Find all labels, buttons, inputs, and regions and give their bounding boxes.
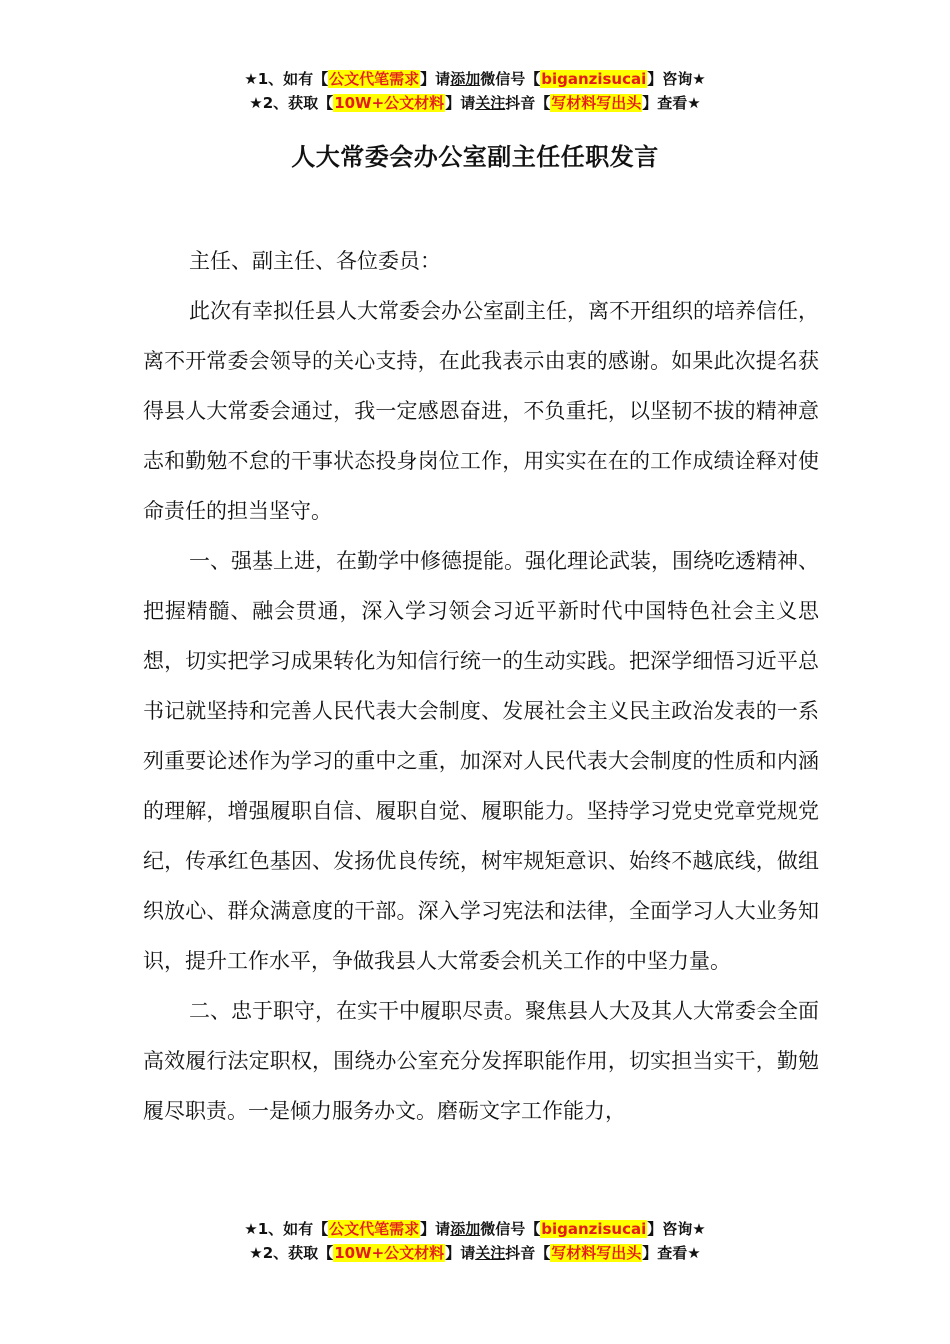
- banner-line-2: [0, 1241, 950, 1265]
- banner-text: 】请: [420, 70, 451, 88]
- banner-text: 抖音【: [505, 94, 551, 112]
- banner-line-2: [0, 91, 950, 115]
- banner-text: 】请: [420, 1220, 451, 1238]
- salutation: 主任、副主任、各位委员：: [189, 249, 441, 273]
- banner-text: ★1、如有【: [244, 1220, 329, 1238]
- underlined-word: 添加: [450, 1220, 481, 1238]
- highlight-wechat-id: biganzisucai: [541, 1220, 647, 1238]
- underlined-word: 关注: [475, 94, 506, 112]
- footer-banner: [0, 1217, 950, 1265]
- paragraph-section-2: 二、忠于职守，在实干中履职尽责。聚焦县人大及其人大常委会全面高效履行法定职权，围绕办公室充分发挥职能作用，切实担当实干，勤勉履尽职责。一是倾力服务办文。磨砺文字工作能力，: [143, 999, 819, 1123]
- banner-text: 】请: [445, 94, 476, 112]
- banner-text: 】查看★: [642, 1244, 701, 1262]
- highlight-douyin-account: 写材料写出头: [551, 1244, 642, 1262]
- highlight-service: 公文代笔需求: [329, 70, 420, 88]
- banner-text: ★1、如有【: [244, 70, 329, 88]
- highlight-wechat-id: biganzisucai: [541, 70, 647, 88]
- document-title: 人大常委会办公室副主任任职发言: [291, 143, 659, 171]
- banner-text: 】请: [445, 1244, 476, 1262]
- paragraph-section-1: 一、强基上进，在勤学中修德提能。强化理论武装，围绕吃透精神、把握精髓、融会贯通，深入学习领会习近平新时代中国特色社会主义思想，切实把学习成果转化为知信行统一的生动实践。把深学细悟习近平总书记就坚持和完善人民代表大会制度、发展社会主义民主政治发表的一系列重要论述作为学习的重中之重，加深对人民代表大会制度的性质和内涵的理解，增强履职自信、履职自觉、履职能力。坚持学习党史党章党规党纪，传承红色基因、发扬优良传统，树牢规矩意识、始终不越底线，做组织放心、群众满意度的干部。深入学习宪法和法律，全面学习人大业务知识，提升工作水平，争做我县人大常委会机关工作的中坚力量。: [143, 549, 819, 973]
- banner-text: ★2、获取【: [249, 1244, 334, 1262]
- banner-text: 微信号【: [480, 70, 541, 88]
- header-banner: [0, 67, 950, 115]
- highlight-materials: 10W+公文材料: [334, 1244, 445, 1262]
- banner-text: 】咨询★: [647, 1220, 706, 1238]
- document-body: [143, 236, 819, 1136]
- highlight-douyin-account: 写材料写出头: [551, 94, 642, 112]
- paragraph-intro: 此次有幸拟任县人大常委会办公室副主任，离不开组织的培养信任，离不开常委会领导的关心支持，在此我表示由衷的感谢。如果此次提名获得县人大常委会通过，我一定感恩奋进，不负重托，以坚韧不拔的精神意志和勤勉不怠的干事状态投身岗位工作，用实实在在的工作成绩诠释对使命责任的担当坚守。: [143, 299, 819, 523]
- highlight-service: 公文代笔需求: [329, 1220, 420, 1238]
- banner-text: 抖音【: [505, 1244, 551, 1262]
- banner-line-1: [0, 67, 950, 91]
- banner-text: ★2、获取【: [249, 94, 334, 112]
- banner-line-1: [0, 1217, 950, 1241]
- highlight-materials: 10W+公文材料: [334, 94, 445, 112]
- banner-text: 】查看★: [642, 94, 701, 112]
- underlined-word: 关注: [475, 1244, 506, 1262]
- banner-text: 】咨询★: [647, 70, 706, 88]
- banner-text: 微信号【: [480, 1220, 541, 1238]
- underlined-word: 添加: [450, 70, 481, 88]
